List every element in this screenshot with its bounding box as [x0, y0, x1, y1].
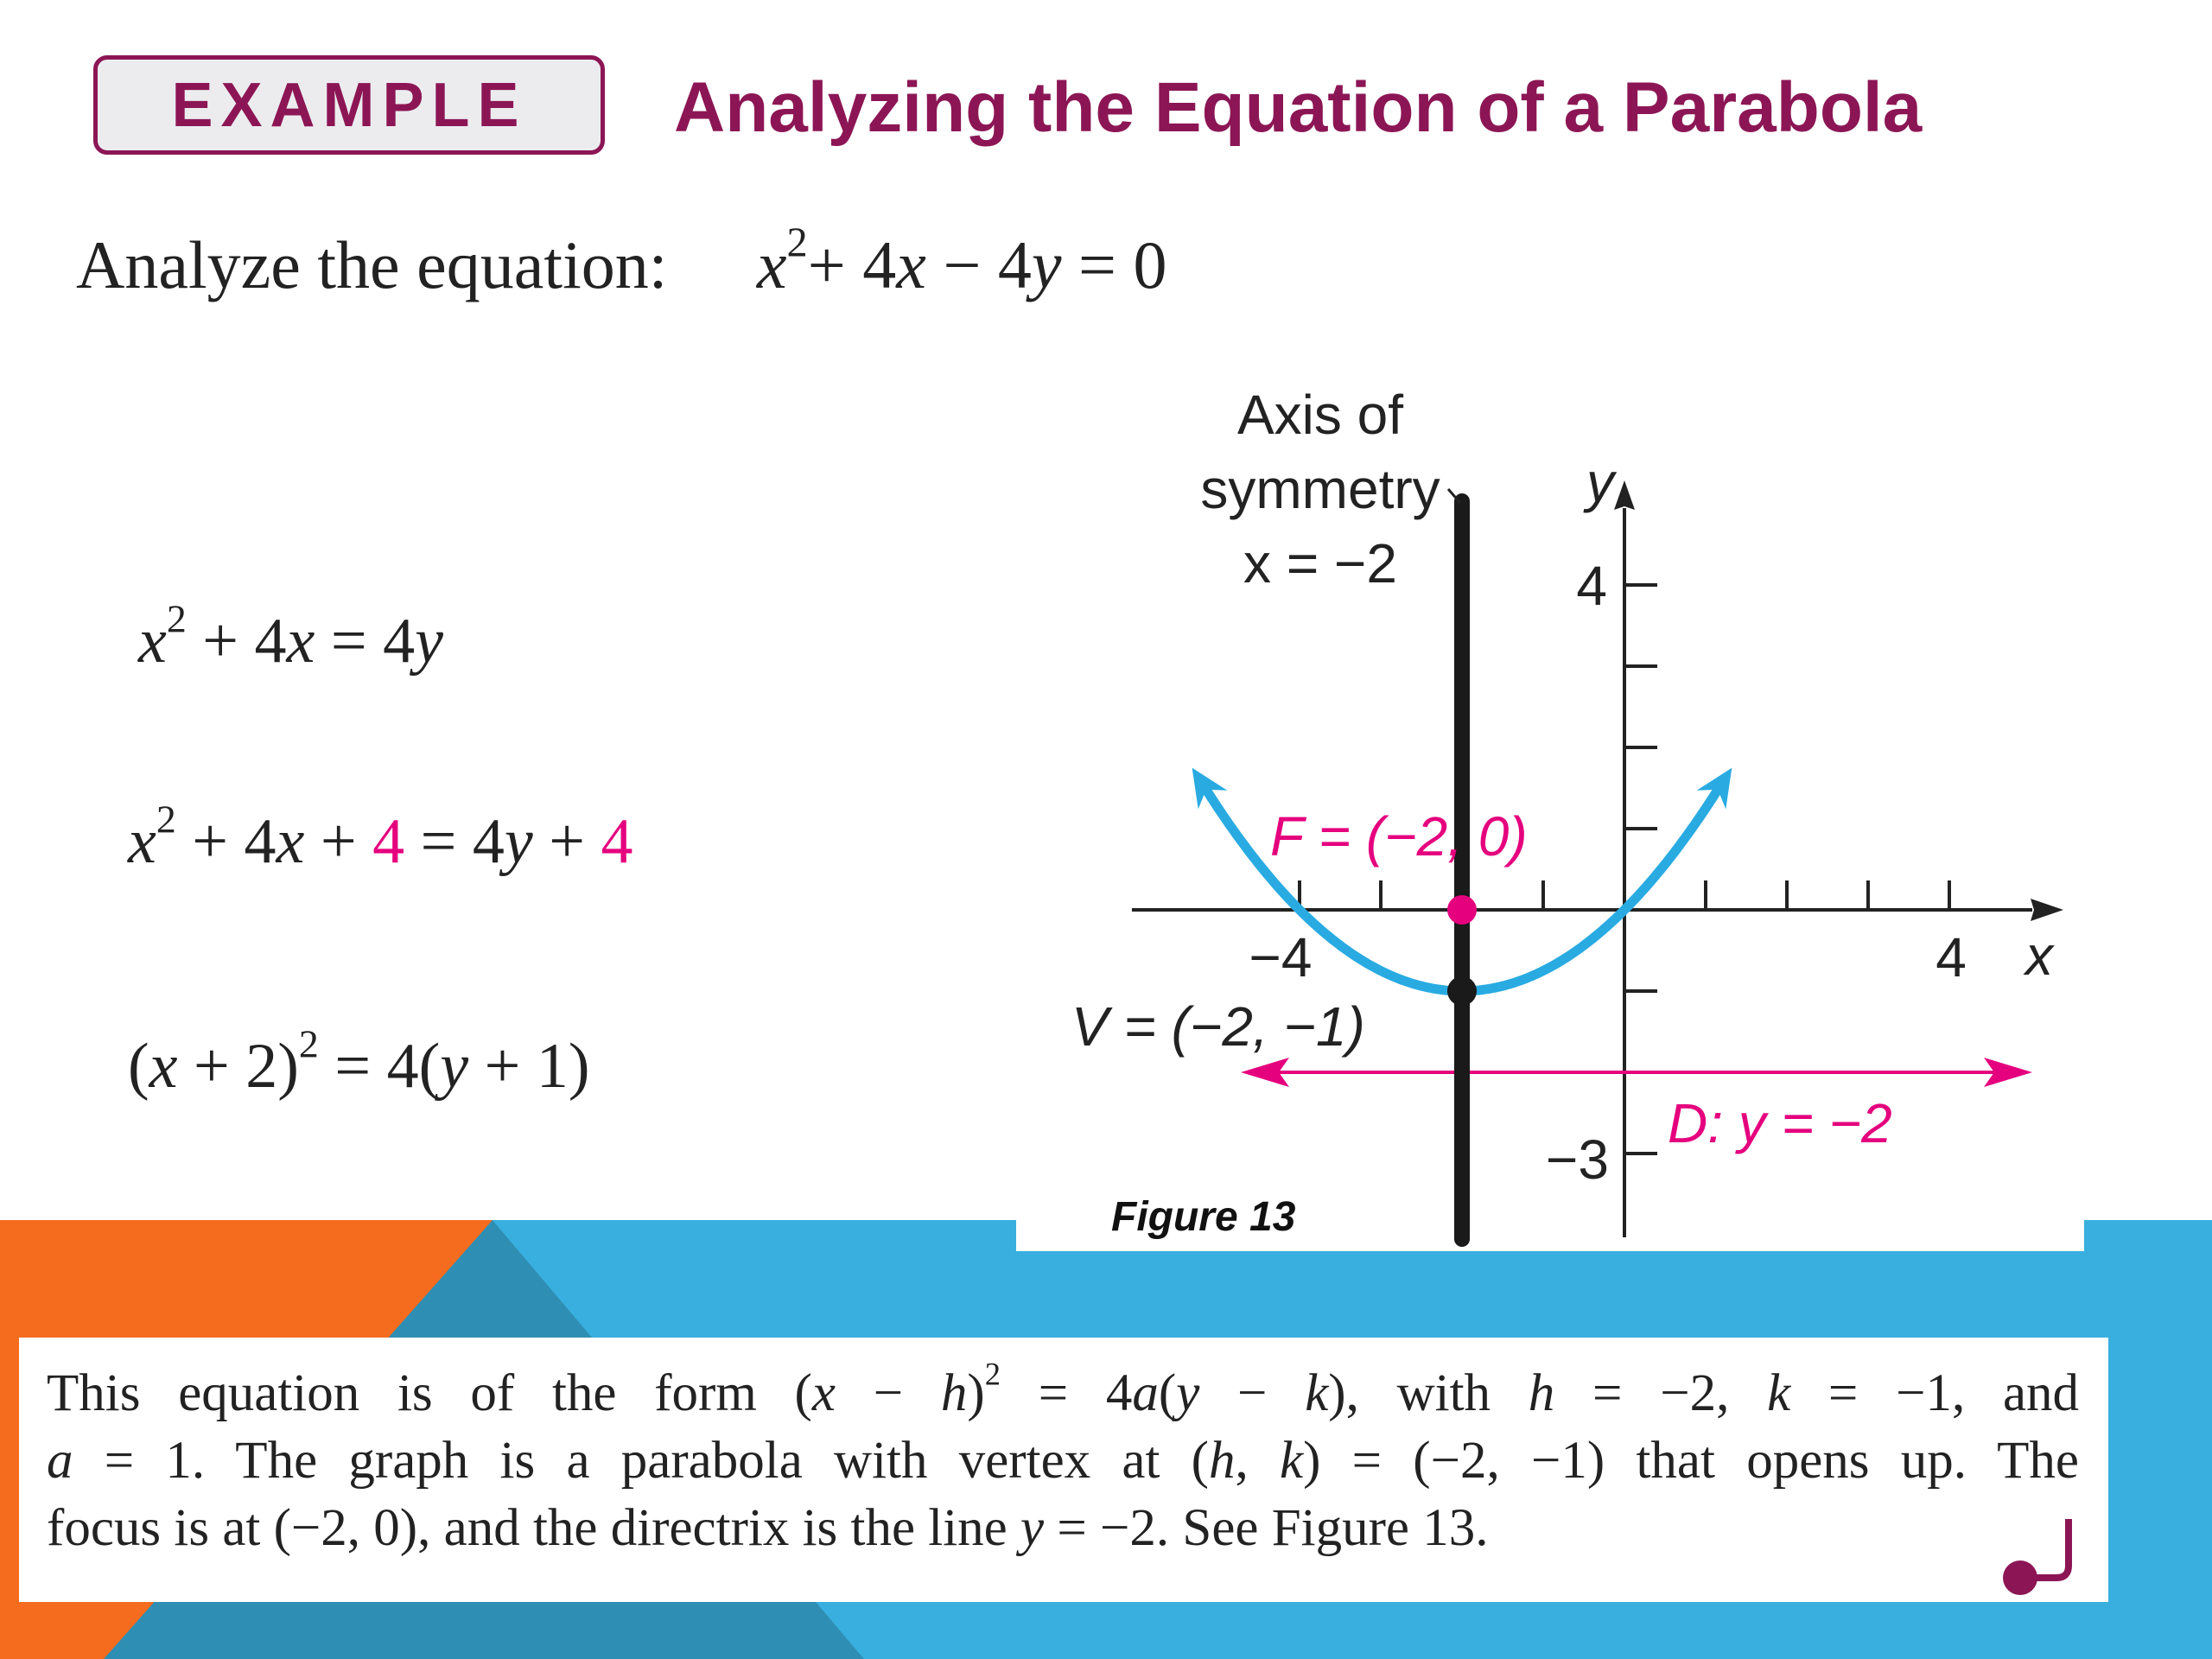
y-tick-label-minus-3: −3 [1546, 1128, 1609, 1191]
slide-title: Analyzing the Equation of a Parabola [674, 68, 1923, 147]
axis-of-symmetry-label-line-1: Axis of [1236, 384, 1404, 446]
step-2-equation: $x^2 + 4x + 4 = 4y + 4$ [128, 797, 633, 877]
y-tick-label-4: 4 [1576, 555, 1607, 617]
example-label-text: EXAMPLE [171, 70, 527, 140]
x-tick-label-4: 4 [1936, 926, 1967, 988]
focus-point [1447, 895, 1477, 925]
step-3-equation: $(x + 2)^2 = 4(y + 1)$ [128, 1021, 590, 1102]
directrix-label: D: y = −2 [1668, 1092, 1892, 1154]
explanation-line-1: This equation is of the form $(x - h)^2 = 4a(y - k)$, with h = −2, k = −1, and [47, 1356, 2080, 1422]
explanation-line-2: a = 1. The graph is a parabola with vertex at (h, k) = (−2, −1) that opens up. The [47, 1432, 2080, 1490]
axis-of-symmetry-label-line-3: x = −2 [1243, 532, 1397, 594]
x-axis-arrow-icon [2031, 899, 2063, 921]
prompt-text: Analyze the equation: [76, 227, 668, 302]
x-axis-label: x [2025, 925, 2053, 987]
figure-caption: Figure 13 [1111, 1194, 1296, 1240]
prompt-equation: $x^2+ 4x - 4y = 0$ [756, 219, 1167, 302]
explanation-line-3: focus is at (−2, 0), and the directrix is the line y = −2. See Figure 13. [47, 1499, 1489, 1557]
step-1-equation: $x^2 + 4x = 4y$ [138, 596, 443, 677]
x-tick-label-minus-4: −4 [1249, 926, 1313, 988]
vertex-label: V = (−2, −1) [1071, 995, 1365, 1058]
vertex-point [1447, 976, 1477, 1006]
explanation-box [19, 1338, 2108, 1602]
y-axis-label: y [1586, 451, 1614, 513]
y-axis-arrow-icon [1614, 480, 1635, 510]
return-arrow-icon[interactable] [2001, 1517, 2081, 1604]
axis-of-symmetry-label-line-2: symmetry [1200, 458, 1440, 520]
focus-label: F = (−2, 0) [1270, 805, 1528, 868]
